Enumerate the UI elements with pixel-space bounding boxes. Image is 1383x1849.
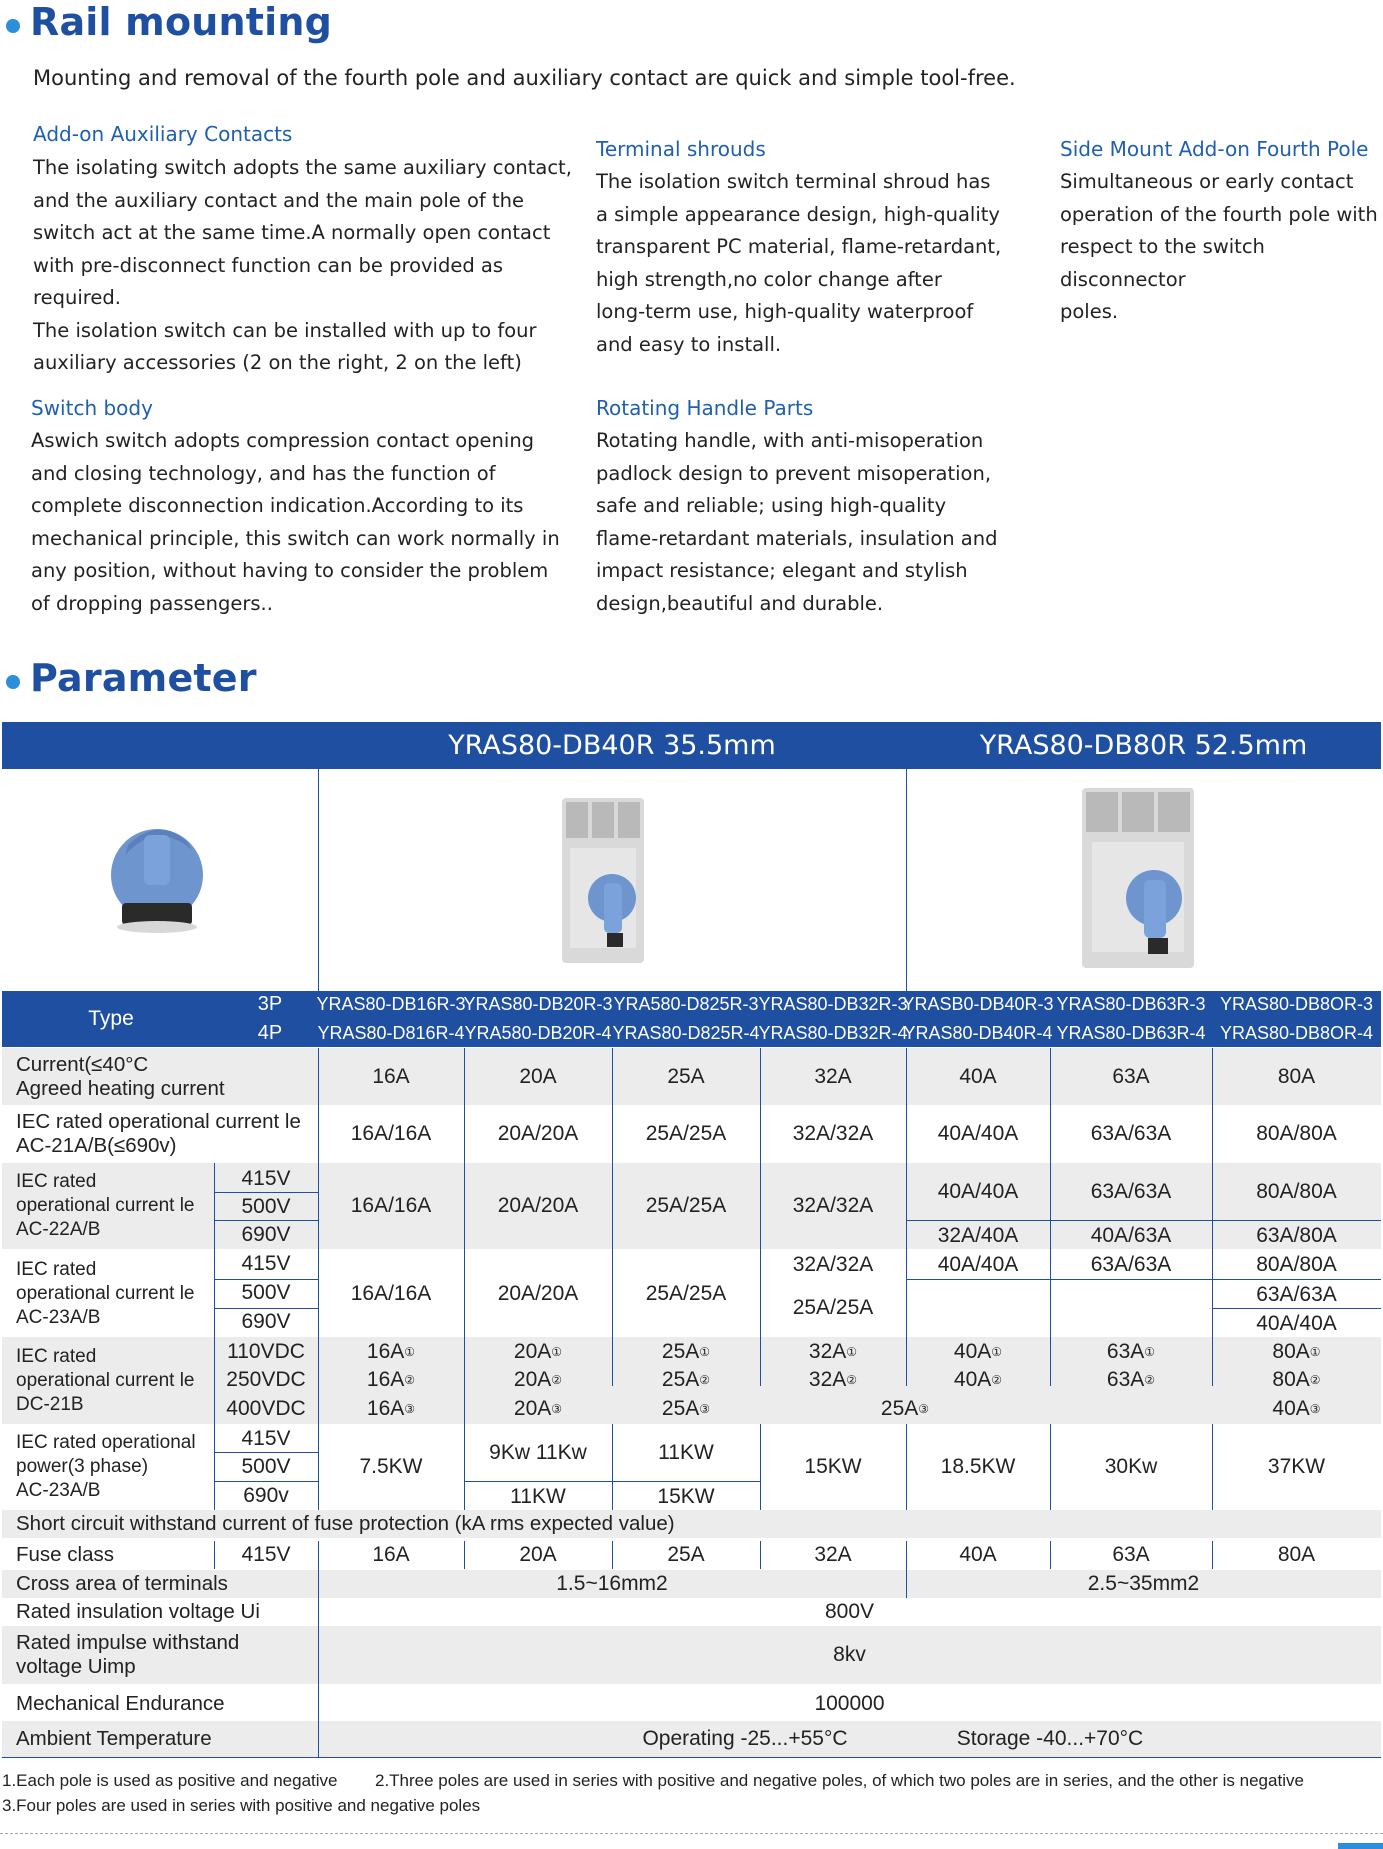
grid-line [2, 1757, 1381, 1758]
label-current: Current(≤40°C Agreed heating current [16, 1052, 225, 1100]
type-3p-cell: YRAS80-DB8OR-3 [1219, 994, 1374, 1014]
rotating-handle-image [100, 815, 215, 935]
ac21-value: 80A/80A [1256, 1122, 1337, 1145]
fuse-value: 80A [1277, 1543, 1316, 1566]
dc-value-text: 20A [513, 1368, 552, 1391]
dc-value-text: 32A [808, 1368, 847, 1391]
ac22-merged-20: 20A/20A [497, 1194, 579, 1217]
label-fuse: Fuse class [16, 1543, 114, 1566]
fuse-value: 32A [814, 1543, 852, 1566]
footnote-mark: ① [404, 1345, 416, 1359]
label-power: IEC rated operational power(3 phase) AC-23A/B [16, 1432, 196, 1501]
ac22-top-40: 40A/40A [937, 1179, 1019, 1203]
current-value: 25A [667, 1064, 705, 1088]
bullet-icon [6, 19, 20, 33]
bottom-divider [0, 1833, 1383, 1834]
dc-value-text: 40A [953, 1368, 992, 1391]
body-title: Switch body [31, 396, 153, 420]
grid-line [906, 1541, 907, 1598]
grid-line [318, 1541, 319, 1757]
dc-value-text: 16A [366, 1368, 405, 1391]
dc-value [1050, 1366, 1212, 1394]
dc-value [318, 1395, 464, 1423]
ac23-80-690: 40A/40A [1256, 1311, 1337, 1335]
dc-value-text: 20A [513, 1397, 552, 1420]
ac21-value: 63A/63A [1090, 1122, 1172, 1145]
type-label: Type [88, 1007, 134, 1030]
type-4p-cell: YRAS80-DB8OR-4 [1219, 1023, 1374, 1043]
ui-value: 800V [824, 1600, 875, 1623]
amb-operating: Operating -25...+55°C [642, 1727, 848, 1750]
ac23-415-63: 63A/63A [1090, 1253, 1172, 1276]
label-ac23: IEC rated operational current le AC-23A/B [16, 1259, 195, 1328]
footnote-mark: ③ [1309, 1402, 1321, 1416]
side-text: Simultaneous or early contact operation of the fourth pole with respect to the switch disconnector poles. [1060, 170, 1378, 323]
bullet-icon [6, 675, 20, 689]
grid-line [464, 1481, 760, 1482]
ac22-690-40: 32A/40A [937, 1223, 1019, 1247]
pw-25-top: 11KW [658, 1440, 714, 1464]
dc-value-text: 80A [1272, 1340, 1310, 1363]
footnote-mark: ② [551, 1373, 563, 1387]
dc-value [760, 1338, 906, 1366]
footnote-mark: ② [1309, 1373, 1321, 1387]
footnote-mark: ② [699, 1373, 711, 1387]
pw-40: 18.5KW [940, 1455, 1016, 1478]
model-a-header: YRAS80-DB40R 35.5mm [448, 730, 776, 761]
pw-63: 30Kw [1104, 1455, 1158, 1478]
ac21-value: 32A/32A [792, 1122, 874, 1145]
label-ac21: IEC rated operational current le AC-21A/B(≤690v) [16, 1110, 301, 1157]
pw-16: 7.5KW [359, 1455, 423, 1478]
dc-value [318, 1338, 464, 1366]
grid-line [318, 1048, 319, 1510]
label-dc: IEC rated operational current le DC-21B [16, 1345, 195, 1415]
grid-line [906, 1424, 907, 1510]
label-ac22: IEC rated operational current le AC-22A/B [16, 1171, 195, 1240]
dc-value [760, 1366, 906, 1394]
type-3p-cell: YRAS80-DB16R-3 [316, 994, 466, 1014]
footnote-mark: ③ [551, 1402, 563, 1416]
grid-line [1212, 1048, 1213, 1386]
aux-title: Add-on Auxiliary Contacts [33, 122, 293, 146]
ac23-415-80: 80A/80A [1256, 1253, 1337, 1276]
rail-lead-text: Mounting and removal of the fourth pole and auxiliary contact are quick and simple tool-free. [33, 66, 1016, 90]
dc-value [612, 1395, 760, 1423]
ac22-690-80: 63A/80A [1256, 1223, 1337, 1247]
dc-value-text: 80A [1272, 1368, 1310, 1391]
v415-ac23: 415V [241, 1252, 291, 1275]
grid-line [214, 1279, 318, 1280]
fuse-value: 40A [959, 1543, 997, 1566]
switch-40-image [552, 788, 652, 973]
handle-text: Rotating handle, with anti-misoperation padlock design to prevent misoperation, safe and reliable; using high-quality flame-retardant materials, insulation and impact resistance; elegant and stylish design,beautiful and durable. [596, 429, 998, 615]
footnote-mark: ③ [404, 1402, 416, 1416]
dc-value-text: 40A [953, 1340, 992, 1363]
dc-400-80-value: 40A [1272, 1397, 1310, 1420]
grid-line [464, 1048, 465, 1510]
dc-value [612, 1338, 760, 1366]
type-3p-cell: YRAS80-DB63R-3 [1056, 994, 1206, 1014]
type-4p-cell: YRAS80-DB63R-4 [1056, 1023, 1206, 1043]
mech-value: 100000 [814, 1692, 885, 1715]
type-3p-cell: YRAS80-DB20R-3 [463, 994, 613, 1014]
ac23-415-40: 40A/40A [937, 1253, 1019, 1276]
dc-value [906, 1366, 1050, 1394]
footnote-3: 3.Four poles are used in series with positive and negative poles [2, 1796, 481, 1815]
type-4p-cell: YRAS80-D825R-4 [612, 1023, 760, 1043]
fuse-value: 63A [1112, 1543, 1150, 1566]
grid-line [1212, 1424, 1213, 1510]
label-short-circuit: Short circuit withstand current of fuse protection (kA rms expected value) [16, 1512, 675, 1535]
ac22-merged-16: 16A/16A [350, 1194, 432, 1217]
grid-line [318, 769, 319, 991]
grid-line [1050, 1541, 1051, 1569]
grid-line [464, 1541, 465, 1569]
type-4p-cell: YRAS80-DB32R-4 [758, 1023, 908, 1043]
footnote-mark: ② [404, 1373, 416, 1387]
current-value: 40A [959, 1064, 997, 1088]
shroud-text: The isolation switch terminal shroud has a simple appearance design, high-quality transparent PC material, flame-retardant, high strength,no color change after long-term use, high-quality waterproof and easy to install. [596, 170, 1002, 356]
ac23-80-500: 63A/63A [1256, 1282, 1337, 1306]
footnote-mark: ① [699, 1345, 711, 1359]
dc-value-text: 63A [1106, 1368, 1145, 1391]
grid-line [1050, 1048, 1051, 1386]
pw-32: 15KW [804, 1455, 862, 1478]
grid-line [214, 1220, 318, 1221]
pw-v415: 415V [241, 1427, 291, 1450]
ac21-value: 20A/20A [497, 1122, 579, 1145]
amb-storage: Storage -40...+70°C [956, 1727, 1144, 1750]
ac22-690-63: 40A/63A [1090, 1223, 1172, 1247]
dc-value-text: 16A [366, 1340, 405, 1363]
dc-400-merged-value: 25A [880, 1397, 919, 1420]
ac23-merged-16: 16A/16A [350, 1282, 432, 1305]
pw-v690: 690v [243, 1484, 289, 1507]
dc-value-text: 32A [808, 1340, 847, 1363]
grid-line [214, 1541, 215, 1569]
grid-line [612, 1541, 613, 1569]
pw-25-690: 15KW [657, 1484, 715, 1508]
ac23-32-rest: 25A/25A [792, 1296, 874, 1319]
handle-title: Rotating Handle Parts [596, 396, 814, 420]
footnote-mark: ① [551, 1345, 563, 1359]
grid-line [1050, 1424, 1051, 1510]
dc-v110: 110VDC [227, 1340, 305, 1363]
v500-ac23: 500V [241, 1281, 291, 1304]
footnote-mark: ② [1144, 1373, 1156, 1387]
dc-value [464, 1395, 612, 1423]
grid-line [760, 1048, 761, 1386]
body-text: Aswich switch adopts compression contact opening and closing technology, and has the function of complete disconnection indication.According to its mechanical principle, this switch can work normally in any position, without having to consider the problem of dropping passengers.. [31, 429, 560, 615]
dc-value-text: 63A [1106, 1340, 1145, 1363]
page-corner-tab [1338, 1843, 1383, 1849]
grid-line [612, 1424, 613, 1510]
ac22-top-63: 63A/63A [1090, 1179, 1172, 1203]
grid-line [214, 1192, 318, 1193]
ac21-value: 25A/25A [645, 1122, 727, 1145]
type-3p-cell: YRASB0-DB40R-3 [902, 994, 1054, 1014]
grid-line [214, 1481, 318, 1482]
side-title: Side Mount Add-on Fourth Pole [1060, 137, 1369, 161]
footnote-mark: ① [1309, 1345, 1321, 1359]
footnote-1: 1.Each pole is used as positive and negative [2, 1771, 338, 1790]
aux-text: The isolating switch adopts the same auxiliary contact, and the auxiliary contact and the main pole of the switch act at the same time.A normally open contact with pre-disconnect function can be provided as required. The isolation switch can be installed with up to four auxiliary accessories (2 on the right, 2 on the left) [33, 156, 572, 374]
v500-ac22: 500V [241, 1195, 291, 1218]
grid-line [1212, 1308, 1381, 1309]
grid-line [214, 1163, 215, 1510]
dc-value-text: 25A [661, 1397, 700, 1420]
grid-line [1212, 1541, 1213, 1569]
label-amb: Ambient Temperature [16, 1727, 212, 1750]
grid-line [214, 1452, 318, 1453]
fuse-value: 20A [519, 1543, 557, 1566]
ac22-merged-32: 32A/32A [792, 1194, 874, 1217]
current-value: 80A [1277, 1064, 1316, 1088]
grid-line [906, 1279, 1381, 1280]
label-uimp: Rated impulse withstand voltage Uimp [16, 1631, 240, 1678]
type-4p-cell: YRA580-DB20R-4 [464, 1023, 612, 1043]
dc-value [464, 1338, 612, 1366]
label-ui: Rated insulation voltage Ui [16, 1600, 260, 1623]
v690-ac22: 690V [241, 1223, 291, 1246]
current-value: 20A [519, 1064, 557, 1088]
grid-line [906, 1220, 1381, 1221]
type-3p: 3P [257, 993, 283, 1015]
v415-ac22: 415V [241, 1167, 291, 1190]
dc-400-merged [760, 1395, 1050, 1423]
ac23-merged-20: 20A/20A [497, 1282, 579, 1305]
grid-line [760, 1541, 761, 1569]
dc-value [1050, 1338, 1212, 1366]
current-value: 32A [814, 1064, 852, 1088]
footnote-mark: ① [991, 1345, 1003, 1359]
dc-value [318, 1366, 464, 1394]
type-3p-cell: YRAS80-DB32R-3 [758, 994, 908, 1014]
grid-line [760, 1424, 761, 1510]
type-4p-cell: YRAS80-DB40R-4 [903, 1023, 1053, 1043]
footnote-mark: ③ [699, 1402, 711, 1416]
pw-80: 37KW [1267, 1455, 1326, 1478]
cross-a: 1.5~16mm2 [556, 1572, 668, 1595]
grid-line [906, 1048, 907, 1386]
section-title-parameter: Parameter [30, 656, 257, 700]
footnote-mark: ② [991, 1373, 1003, 1387]
dc-value [1212, 1338, 1381, 1366]
type-4p: 4P [257, 1022, 283, 1044]
footnote-mark: ① [846, 1345, 858, 1359]
pw-20-top: 9Kw 11Kw [489, 1440, 587, 1464]
uimp-value: 8kv [833, 1643, 866, 1666]
grid-line [906, 769, 907, 991]
v690-ac23: 690V [241, 1310, 291, 1333]
type-4p-cell: YRAS80-D816R-4 [317, 1023, 465, 1043]
footnote-mark: ③ [918, 1402, 930, 1416]
label-cross: Cross area of terminals [16, 1572, 228, 1595]
model-b-header: YRAS80-DB80R 52.5mm [979, 730, 1308, 761]
grid-line [612, 1048, 613, 1386]
dc-v250: 250VDC [226, 1368, 306, 1391]
ac22-top-80: 80A/80A [1256, 1179, 1337, 1203]
dc-value-text: 16A [366, 1397, 405, 1420]
ac22-merged-25: 25A/25A [645, 1194, 727, 1217]
dc-value-text: 25A [661, 1368, 700, 1391]
dc-value [612, 1366, 760, 1394]
label-mech: Mechanical Endurance [16, 1692, 225, 1715]
footnote-mark: ① [1144, 1345, 1156, 1359]
cross-b: 2.5~35mm2 [1087, 1572, 1200, 1595]
current-value: 63A [1112, 1064, 1150, 1088]
current-value: 16A [372, 1064, 410, 1088]
dc-value [464, 1366, 612, 1394]
pw-v500: 500V [241, 1455, 291, 1478]
section-title-rail: Rail mounting [30, 0, 333, 44]
ac23-merged-25: 25A/25A [645, 1282, 727, 1305]
ac21-value: 40A/40A [937, 1122, 1019, 1145]
fuse-value: 16A [372, 1543, 410, 1566]
dc-value-text: 25A [661, 1340, 700, 1363]
footnote-mark: ② [846, 1373, 858, 1387]
ac23-32-415: 32A/32A [792, 1253, 874, 1276]
grid-line [214, 1308, 318, 1309]
dc-value [906, 1338, 1050, 1366]
ac21-value: 16A/16A [350, 1122, 432, 1145]
dc-v400: 400VDC [226, 1397, 306, 1420]
switch-80-image [1072, 778, 1207, 978]
fuse-v415: 415V [241, 1543, 291, 1566]
pw-20-690: 11KW [510, 1484, 566, 1508]
footnote-2: 2.Three poles are used in series with positive and negative poles, of which two poles are in series, and the other is negative [375, 1771, 1304, 1790]
type-3p-cell: YRA580-D825R-3 [613, 994, 759, 1014]
shroud-title: Terminal shrouds [596, 137, 766, 161]
dc-value-text: 20A [513, 1340, 552, 1363]
fuse-value: 25A [667, 1543, 705, 1566]
dc-value [1212, 1366, 1381, 1394]
dc-400-80 [1212, 1395, 1381, 1423]
